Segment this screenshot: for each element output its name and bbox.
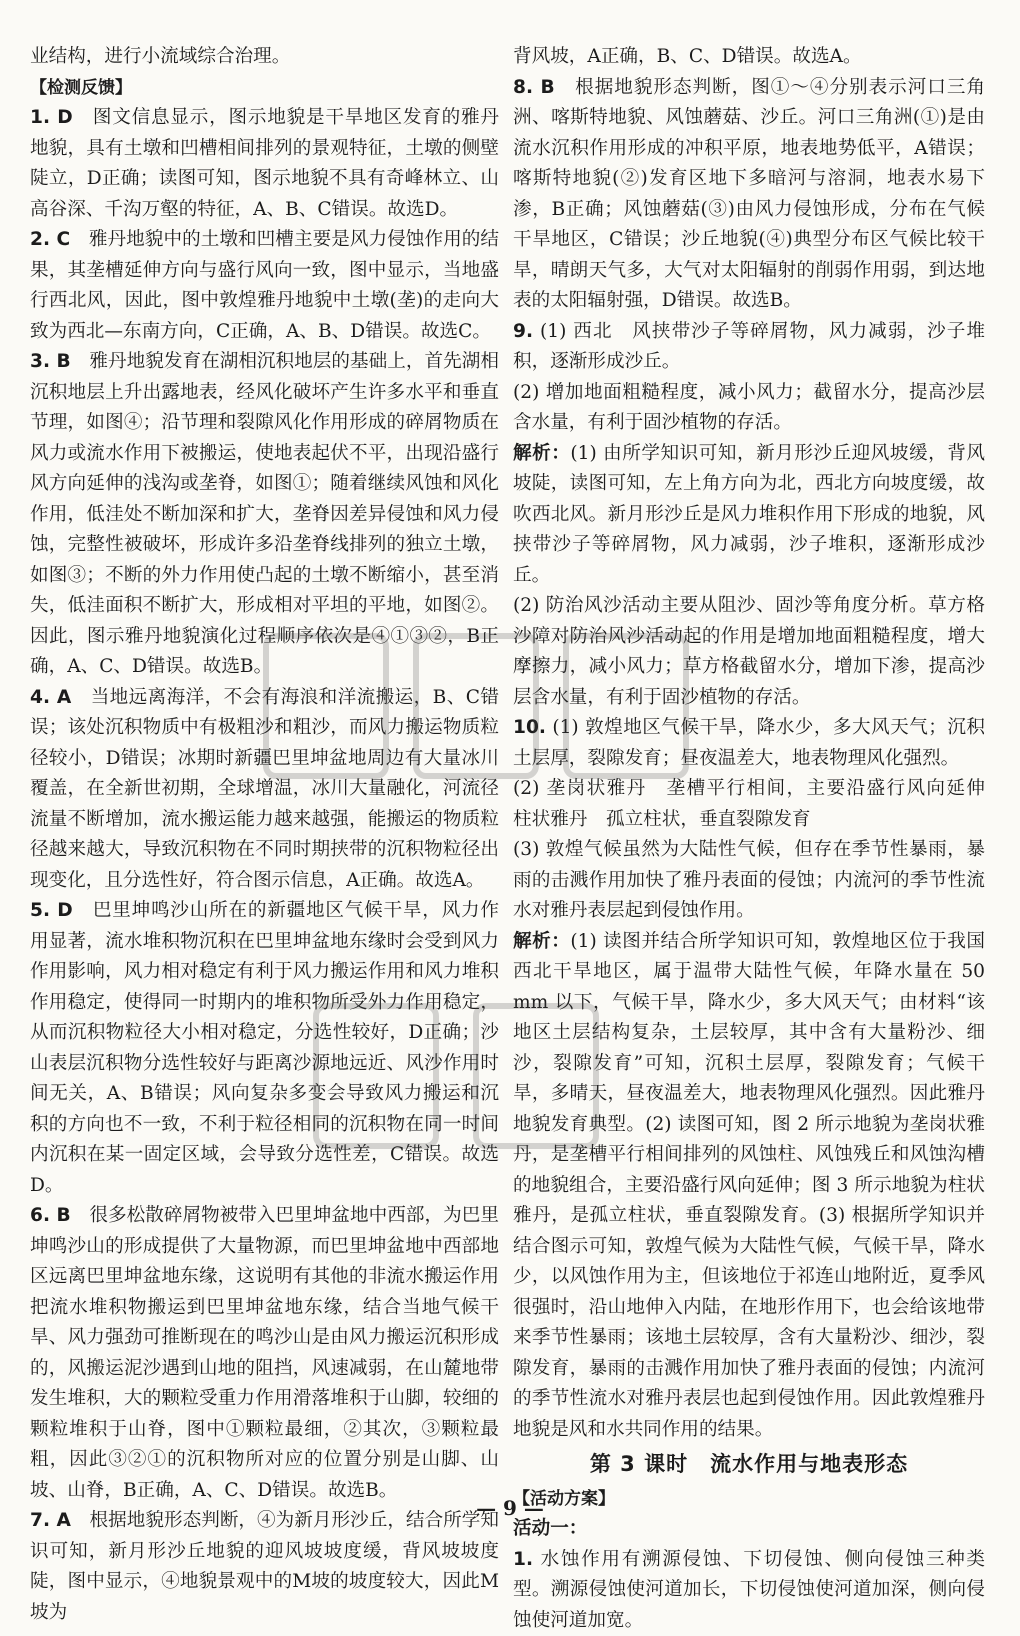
- left-column: [30, 42, 499, 1628]
- answer-item: [513, 713, 985, 774]
- answer-number: 6. B: [30, 1205, 71, 1226]
- analysis-label: 解析：: [513, 931, 570, 952]
- analysis-text: (1) 由所学知识可知，新月形沙丘迎风坡缓，背风坡陡，读图可知，左上角方向为北，西北方向坡度缓，故吹西北风。新月形沙丘是风力堆积作用下形成的地貌，风挟带沙子等碎屑物，风力减弱，沙子堆积，逐渐形成沙丘。: [513, 443, 985, 586]
- answer-number: 8. B: [513, 77, 555, 98]
- answer-item: [30, 683, 499, 897]
- activity-label: 活动一：: [513, 1514, 985, 1545]
- answer-item: [30, 896, 499, 1201]
- answer-number: 3. B: [30, 351, 71, 372]
- answer-text: 当地远离海洋，不会有海浪和洋流搬运，B、C错误；该处沉积物质中有极粗沙和粗沙，而风力搬运物质粒径较小，D错误；冰期时新疆巴里坤盆地周边有大量冰川覆盖，在全新世初期，全球增温，冰川大量融化，河流径流量不断增加，流水搬运能力越来越强，能搬运的物质粒径越来越大，导致沉积物在不同时期挟带的沉积物粒径出现变化，且分选性好，符合图示信息，A正确。故选A。: [30, 687, 499, 891]
- answer-item: [30, 1506, 499, 1628]
- answer-text: (3) 敦煌气候虽然为大陆性气候，但存在季节性暴雨，暴雨的击溅作用加快了雅丹表面的侵蚀；内流河的季节性流水对雅丹表层起到侵蚀作用。: [513, 835, 985, 927]
- analysis: [513, 927, 985, 1446]
- answer-text: 很多松散碎屑物被带入巴里坤盆地中西部，为巴里坤鸣沙山的形成提供了大量物源，而巴里坤盆地中西部地区远离巴里坤盆地东缘，这说明有其他的非流水搬运作用把流水堆积物搬运到巴里坤盆地东缘，结合当地气候干旱、风力强劲可推断现在的鸣沙山是由风力搬运沉积形成的，风搬运泥沙遇到山地的阻挡，风速减弱，在山麓地带发生堆积，大的颗粒受重力作用滑落堆积于山脚，较细的颗粒堆积于山脊，图中①颗粒最细，②其次，③颗粒最粗，因此③②①的沉积物所对应的位置分别是山脚、山坡、山脊，B正确，A、C、D错误。故选B。: [30, 1205, 499, 1501]
- analysis-text: (1) 读图并结合所学知识可知，敦煌地区位于我国西北干旱地区，属于温带大陆性气候，年降水量在 50 mm 以下，气候干旱，降水少，多大风天气；由材料“该地区土层结构复杂，土层较厚，其中含有大量粉沙、细沙，裂隙发育”可知，沉积土层厚，裂隙发育；气候干旱，多晴天，昼夜温差大，地表物理风化强烈。因此雅丹地貌发育典型。(2) 读图可知，图 2 所示地貌为垄岗状雅丹，是垄槽平行相间排列的风蚀柱、风蚀残丘和风蚀沟槽的地貌组合，主要沿盛行风向延伸；图 3 所示地貌为柱状雅丹，是孤立柱状，垂直裂隙发育。(3) 根据所学知识并结合图示可知，敦煌气候为大陆性气候，气候干旱，降水少，以风蚀作用为主，但该地位于祁连山地附近，夏季风很强时，沿山地伸入内陆，在地形作用下，也会给该地带来季节性暴雨；该地土层较厚，含有大量粉沙、细沙，裂隙发育，暴雨的击溅作用加快了雅丹表面的侵蚀；内流河的季节性流水对雅丹表层也起到侵蚀作用。因此敦煌雅丹地貌是风和水共同作用的结果。: [513, 931, 985, 1440]
- section-header: 【检测反馈】: [30, 73, 499, 104]
- lesson-title: 第 3 课时 流水作用与地表形态: [513, 1449, 985, 1480]
- answer-number: 1.: [513, 1549, 533, 1570]
- answer-text: (1) 敦煌地区气候干旱，降水少，多大风天气；沉积土层厚，裂隙发育；昼夜温差大，地表物理风化强烈。: [513, 717, 985, 769]
- continuation-text: 背风坡，A正确，B、C、D错误。故选A。: [513, 42, 985, 73]
- analysis-label: 解析：: [513, 443, 570, 464]
- page-number: — 9 —: [0, 1496, 1020, 1520]
- answer-item: [30, 1201, 499, 1506]
- answer-number: 1. D: [30, 107, 73, 128]
- answer-text: 雅丹地貌中的土墩和凹槽主要是风力侵蚀作用的结果，其垄槽延伸方向与盛行风向一致，图中显示，当地盛行西北风，因此，图中敦煌雅丹地貌中土墩(垄)的走向大致为西北—东南方向，C正确，A、B、D错误。故选C。: [30, 229, 499, 342]
- answer-text: 雅丹地貌发育在湖相沉积地层的基础上，首先湖相沉积地层上升出露地表，经风化破坏产生许多水平和垂直节理，如图④；沿节理和裂隙风化作用形成的碎屑物质在风力或流水作用下被搬运，使地表起伏不平，出现沿盛行风方向延伸的浅沟或垄脊，如图①；随着继续风蚀和风化作用，低洼处不断加深和扩大，垄脊因差异侵蚀和风力侵蚀，完整性被破坏，形成许多沿垄脊线排列的独立土墩，如图③；不断的外力作用使凸起的土墩不断缩小，甚至消失，低洼面积不断扩大，形成相对平坦的平地，如图②。因此，图示雅丹地貌演化过程顺序依次是④①③②，B正确，A、C、D错误。故选B。: [30, 351, 499, 677]
- answer-item: [30, 347, 499, 683]
- answer-item: [30, 225, 499, 347]
- answer-text: 巴里坤鸣沙山所在的新疆地区气候干旱，风力作用显著，流水堆积物沉积在巴里坤盆地东缘时会受到风力作用影响，风力相对稳定有利于风力搬运作用和风力堆积作用稳定，使得同一时期内的堆积物所受外力作用稳定，从而沉积物粒径大小相对稳定，分选性较好，D正确；沙山表层沉积物分选性较好与距离沙源地远近、风沙作用时间无关，A、B错误；风向复杂多变会导致风力搬运和沉积的方向也不一致，不利于粒径相同的沉积物在同一时间内沉积在某一固定区域，会导致分选性差，C错误。故选D。: [30, 900, 499, 1196]
- answer-text: (2) 垄岗状雅丹 垄槽平行相间，主要沿盛行风向延伸 柱状雅丹 孤立柱状，垂直裂隙发育: [513, 774, 985, 835]
- right-column: [513, 42, 985, 1636]
- answer-item: [513, 73, 985, 317]
- section-header: 【活动方案】: [513, 1484, 985, 1515]
- answer-number: 5. D: [30, 900, 73, 921]
- continuation-text: 业结构，进行小流域综合治理。: [30, 42, 499, 73]
- answer-number: 2. C: [30, 229, 70, 250]
- answer-text: 图文信息显示，图示地貌是干旱地区发育的雅丹地貌，具有土墩和凹槽相间排列的景观特征，土墩的侧壁陡立，D正确；读图可知，图示地貌不具有奇峰林立、山高谷深、千沟万壑的特征，A、B、C错误。故选D。: [30, 107, 499, 220]
- analysis-text: (2) 防治风沙活动主要从阻沙、固沙等角度分析。草方格沙障对防治风沙活动起的作用是增加地面粗糙程度，增大摩擦力，减小风力；草方格截留水分，增加下渗，提高沙层含水量，有利于固沙植物的存活。: [513, 591, 985, 713]
- answer-text: 根据地貌形态判断，图①～④分别表示河口三角洲、喀斯特地貌、风蚀蘑菇、沙丘。河口三角洲(①)是由流水沉积作用形成的冲积平原，地表地势低平，A错误；喀斯特地貌(②)发育区地下多暗河与溶洞，地表水易下渗，B正确；风蚀蘑菇(③)由风力侵蚀形成，分布在气候干旱地区，C错误；沙丘地貌(④)典型分布区气候比较干旱，晴朗天气多，大气对太阳辐射的削弱作用弱，到达地表的太阳辐射强，D错误。故选B。: [513, 77, 985, 312]
- answer-number: 7. A: [30, 1510, 71, 1531]
- answer-number: 10.: [513, 717, 546, 738]
- answer-item: [513, 1545, 985, 1636]
- answer-text: (1) 西北 风挟带沙子等碎屑物，风力减弱，沙子堆积，逐渐形成沙丘。: [513, 321, 985, 373]
- answer-number: 9.: [513, 321, 533, 342]
- answer-text: 根据地貌形态判断，④为新月形沙丘，结合所学知识可知，新月形沙丘地貌的迎风坡坡度缓，背风坡坡度陡，图中显示，④地貌景观中的M坡的坡度较大，因此M坡为: [30, 1510, 499, 1623]
- answer-item: [513, 317, 985, 378]
- answer-number: 4. A: [30, 687, 71, 708]
- answer-item: [30, 103, 499, 225]
- analysis: [513, 439, 985, 592]
- answer-text: 水蚀作用有溯源侵蚀、下切侵蚀、侧向侵蚀三种类型。溯源侵蚀使河道加长，下切侵蚀使河道加深，侧向侵蚀使河道加宽。: [513, 1549, 985, 1631]
- answer-text: (2) 增加地面粗糙程度，减小风力；截留水分，提高沙层含水量，有利于固沙植物的存活。: [513, 378, 985, 439]
